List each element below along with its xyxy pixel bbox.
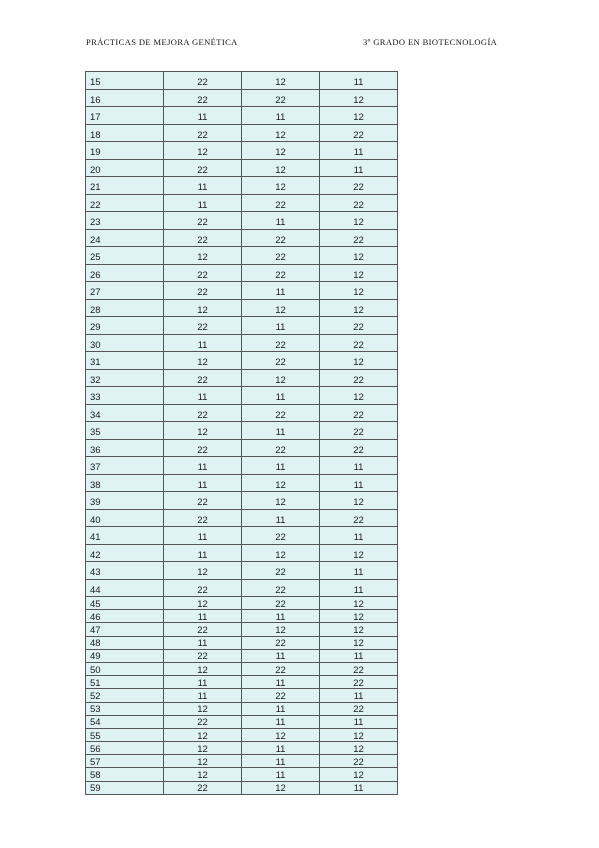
genotype-cell: 11 [320, 562, 398, 580]
row-index-cell: 45 [86, 597, 164, 610]
row-index-cell: 21 [86, 177, 164, 195]
row-index-cell: 44 [86, 579, 164, 597]
genotype-cell: 22 [320, 317, 398, 335]
table-row [86, 299, 398, 317]
genotype-cell: 12 [320, 728, 398, 741]
row-index-cell: 49 [86, 649, 164, 662]
table-row [86, 439, 398, 457]
genotype-cell: 12 [164, 742, 242, 755]
table-row [86, 544, 398, 562]
genotype-cell: 12 [320, 107, 398, 125]
genotype-cell: 12 [320, 247, 398, 265]
genotype-cell: 22 [242, 89, 320, 107]
table-row [86, 107, 398, 125]
genotype-cell: 11 [320, 649, 398, 662]
table-row [86, 124, 398, 142]
row-index-cell: 27 [86, 282, 164, 300]
genotype-cell: 12 [164, 142, 242, 160]
genotype-cell: 12 [164, 562, 242, 580]
genotype-cell: 22 [164, 509, 242, 527]
row-index-cell: 22 [86, 194, 164, 212]
genotype-cell: 12 [320, 623, 398, 636]
row-index-cell: 24 [86, 229, 164, 247]
genotype-cell: 22 [242, 579, 320, 597]
row-index-cell: 43 [86, 562, 164, 580]
genotype-cell: 11 [320, 474, 398, 492]
genotype-cell: 12 [320, 768, 398, 781]
genotype-cell: 12 [164, 702, 242, 715]
row-index-cell: 40 [86, 509, 164, 527]
genotype-cell: 11 [164, 457, 242, 475]
genotype-cell: 11 [164, 387, 242, 405]
genotype-cell: 22 [242, 562, 320, 580]
row-index-cell: 26 [86, 264, 164, 282]
genotype-cell: 22 [164, 317, 242, 335]
genotype-cell: 11 [320, 715, 398, 728]
data-table-body [86, 72, 398, 795]
genotype-cell: 11 [320, 689, 398, 702]
genotype-cell: 11 [242, 317, 320, 335]
genotype-cell: 22 [320, 422, 398, 440]
genotype-cell: 22 [242, 527, 320, 545]
genotype-cell: 12 [320, 636, 398, 649]
row-index-cell: 34 [86, 404, 164, 422]
genotype-cell: 22 [164, 623, 242, 636]
row-index-cell: 23 [86, 212, 164, 230]
genotype-cell: 12 [242, 492, 320, 510]
table-row [86, 317, 398, 335]
header-left-title: PRÁCTICAS DE MEJORA GENÉTICA [86, 37, 238, 47]
genotype-cell: 22 [242, 662, 320, 675]
table-row [86, 247, 398, 265]
genotype-cell: 12 [320, 264, 398, 282]
table-row [86, 212, 398, 230]
genotype-cell: 11 [320, 142, 398, 160]
genotype-cell: 12 [242, 781, 320, 794]
table-row [86, 579, 398, 597]
genotype-cell: 12 [164, 299, 242, 317]
table-row [86, 676, 398, 689]
genotype-cell: 11 [164, 177, 242, 195]
table-row [86, 623, 398, 636]
genotype-cell: 22 [164, 124, 242, 142]
genotype-cell: 12 [242, 177, 320, 195]
table-row [86, 649, 398, 662]
row-index-cell: 15 [86, 72, 164, 90]
table-row [86, 89, 398, 107]
genotype-cell: 11 [164, 474, 242, 492]
genotype-cell: 12 [164, 597, 242, 610]
table-row [86, 492, 398, 510]
genotype-cell: 22 [320, 509, 398, 527]
genotype-cell: 12 [242, 142, 320, 160]
table-row [86, 404, 398, 422]
header-right-title: 3º GRADO EN BIOTECNOLOGÍA [363, 37, 498, 47]
genotype-cell: 12 [242, 623, 320, 636]
genotype-cell: 11 [320, 527, 398, 545]
table-row [86, 474, 398, 492]
genotype-cell: 11 [242, 282, 320, 300]
genotype-cell: 11 [242, 457, 320, 475]
genotype-cell: 11 [242, 422, 320, 440]
genotype-cell: 22 [320, 177, 398, 195]
table-row [86, 369, 398, 387]
genotype-cell: 22 [164, 264, 242, 282]
genotype-cell: 22 [320, 229, 398, 247]
table-row [86, 768, 398, 781]
genotype-cell: 12 [164, 422, 242, 440]
genotype-cell: 11 [164, 544, 242, 562]
genotype-cell: 22 [320, 755, 398, 768]
table-row [86, 334, 398, 352]
table-row [86, 264, 398, 282]
genotype-cell: 11 [164, 334, 242, 352]
row-index-cell: 52 [86, 689, 164, 702]
genotype-cell: 22 [164, 439, 242, 457]
row-index-cell: 29 [86, 317, 164, 335]
genotype-cell: 22 [164, 282, 242, 300]
genotype-cell: 22 [164, 72, 242, 90]
genotype-cell: 12 [242, 124, 320, 142]
row-index-cell: 31 [86, 352, 164, 370]
row-index-cell: 30 [86, 334, 164, 352]
row-index-cell: 51 [86, 676, 164, 689]
genotype-cell: 22 [164, 404, 242, 422]
data-table [85, 71, 398, 795]
genotype-cell: 12 [164, 247, 242, 265]
row-index-cell: 28 [86, 299, 164, 317]
genotype-cell: 11 [242, 676, 320, 689]
genotype-cell: 22 [164, 781, 242, 794]
genotype-cell: 12 [164, 352, 242, 370]
genotype-cell: 22 [242, 597, 320, 610]
genotype-cell: 11 [320, 159, 398, 177]
genotype-cell: 22 [164, 369, 242, 387]
row-index-cell: 50 [86, 662, 164, 675]
genotype-cell: 22 [242, 689, 320, 702]
genotype-cell: 12 [164, 755, 242, 768]
row-index-cell: 16 [86, 89, 164, 107]
table-row [86, 159, 398, 177]
table-row [86, 610, 398, 623]
table-row [86, 662, 398, 675]
genotype-cell: 22 [320, 334, 398, 352]
genotype-cell: 12 [320, 742, 398, 755]
row-index-cell: 41 [86, 527, 164, 545]
table-row [86, 689, 398, 702]
table-row [86, 422, 398, 440]
table-row [86, 781, 398, 794]
row-index-cell: 33 [86, 387, 164, 405]
genotype-cell: 12 [320, 492, 398, 510]
genotype-cell: 12 [164, 768, 242, 781]
row-index-cell: 18 [86, 124, 164, 142]
genotype-cell: 12 [320, 282, 398, 300]
row-index-cell: 25 [86, 247, 164, 265]
genotype-cell: 11 [164, 689, 242, 702]
genotype-cell: 11 [242, 387, 320, 405]
genotype-cell: 22 [164, 715, 242, 728]
genotype-cell: 11 [320, 72, 398, 90]
table-row [86, 229, 398, 247]
genotype-cell: 12 [242, 544, 320, 562]
table-row [86, 509, 398, 527]
row-index-cell: 17 [86, 107, 164, 125]
table-row [86, 177, 398, 195]
genotype-cell: 22 [320, 369, 398, 387]
row-index-cell: 37 [86, 457, 164, 475]
genotype-cell: 11 [164, 636, 242, 649]
table-row [86, 702, 398, 715]
genotype-cell: 12 [320, 352, 398, 370]
table-row [86, 194, 398, 212]
genotype-cell: 12 [320, 299, 398, 317]
genotype-cell: 11 [242, 107, 320, 125]
table-row [86, 742, 398, 755]
genotype-cell: 22 [320, 124, 398, 142]
table-row [86, 282, 398, 300]
genotype-cell: 11 [164, 610, 242, 623]
genotype-cell: 22 [242, 404, 320, 422]
genotype-cell: 11 [242, 715, 320, 728]
genotype-cell: 22 [242, 352, 320, 370]
genotype-cell: 22 [164, 492, 242, 510]
table-row [86, 457, 398, 475]
genotype-cell: 11 [242, 610, 320, 623]
genotype-cell: 11 [242, 212, 320, 230]
genotype-cell: 22 [320, 676, 398, 689]
genotype-cell: 12 [320, 610, 398, 623]
genotype-cell: 22 [242, 247, 320, 265]
row-index-cell: 54 [86, 715, 164, 728]
genotype-cell: 22 [164, 579, 242, 597]
genotype-cell: 22 [164, 159, 242, 177]
genotype-cell: 22 [164, 89, 242, 107]
genotype-cell: 11 [242, 509, 320, 527]
row-index-cell: 58 [86, 768, 164, 781]
table-row [86, 636, 398, 649]
genotype-cell: 22 [242, 334, 320, 352]
genotype-cell: 11 [242, 768, 320, 781]
row-index-cell: 55 [86, 728, 164, 741]
genotype-cell: 11 [164, 676, 242, 689]
genotype-cell: 22 [320, 194, 398, 212]
row-index-cell: 46 [86, 610, 164, 623]
genotype-cell: 22 [242, 229, 320, 247]
genotype-cell: 11 [320, 781, 398, 794]
genotype-cell: 12 [242, 72, 320, 90]
genotype-cell: 22 [320, 662, 398, 675]
row-index-cell: 53 [86, 702, 164, 715]
table-row [86, 728, 398, 741]
genotype-cell: 11 [242, 755, 320, 768]
genotype-cell: 12 [242, 474, 320, 492]
row-index-cell: 38 [86, 474, 164, 492]
genotype-cell: 12 [320, 89, 398, 107]
genotype-cell: 22 [320, 439, 398, 457]
row-index-cell: 48 [86, 636, 164, 649]
row-index-cell: 19 [86, 142, 164, 160]
genotype-cell: 11 [242, 702, 320, 715]
genotype-cell: 22 [242, 439, 320, 457]
table-row [86, 597, 398, 610]
genotype-cell: 22 [242, 636, 320, 649]
genotype-cell: 22 [164, 229, 242, 247]
genotype-cell: 12 [242, 299, 320, 317]
table-row [86, 527, 398, 545]
row-index-cell: 47 [86, 623, 164, 636]
table-row [86, 755, 398, 768]
genotype-cell: 22 [320, 404, 398, 422]
genotype-cell: 11 [242, 742, 320, 755]
row-index-cell: 20 [86, 159, 164, 177]
genotype-cell: 22 [164, 649, 242, 662]
table-row [86, 387, 398, 405]
genotype-cell: 12 [320, 544, 398, 562]
table-row [86, 562, 398, 580]
table-row [86, 72, 398, 90]
row-index-cell: 59 [86, 781, 164, 794]
genotype-cell: 22 [242, 194, 320, 212]
row-index-cell: 36 [86, 439, 164, 457]
row-index-cell: 42 [86, 544, 164, 562]
genotype-cell: 11 [164, 194, 242, 212]
table-row [86, 352, 398, 370]
genotype-cell: 11 [320, 457, 398, 475]
table-row [86, 142, 398, 160]
genotype-cell: 12 [320, 212, 398, 230]
genotype-cell: 11 [242, 649, 320, 662]
genotype-cell: 12 [320, 387, 398, 405]
genotype-cell: 12 [242, 728, 320, 741]
genotype-cell: 12 [164, 728, 242, 741]
table-row [86, 715, 398, 728]
genotype-cell: 11 [320, 579, 398, 597]
genotype-cell: 11 [164, 107, 242, 125]
genotype-cell: 12 [242, 159, 320, 177]
genotype-cell: 22 [242, 264, 320, 282]
row-index-cell: 57 [86, 755, 164, 768]
genotype-cell: 22 [164, 212, 242, 230]
row-index-cell: 56 [86, 742, 164, 755]
genotype-cell: 12 [164, 662, 242, 675]
genotype-cell: 12 [242, 369, 320, 387]
row-index-cell: 32 [86, 369, 164, 387]
genotype-cell: 22 [320, 702, 398, 715]
genotype-cell: 11 [164, 527, 242, 545]
row-index-cell: 39 [86, 492, 164, 510]
genotype-cell: 12 [320, 597, 398, 610]
row-index-cell: 35 [86, 422, 164, 440]
